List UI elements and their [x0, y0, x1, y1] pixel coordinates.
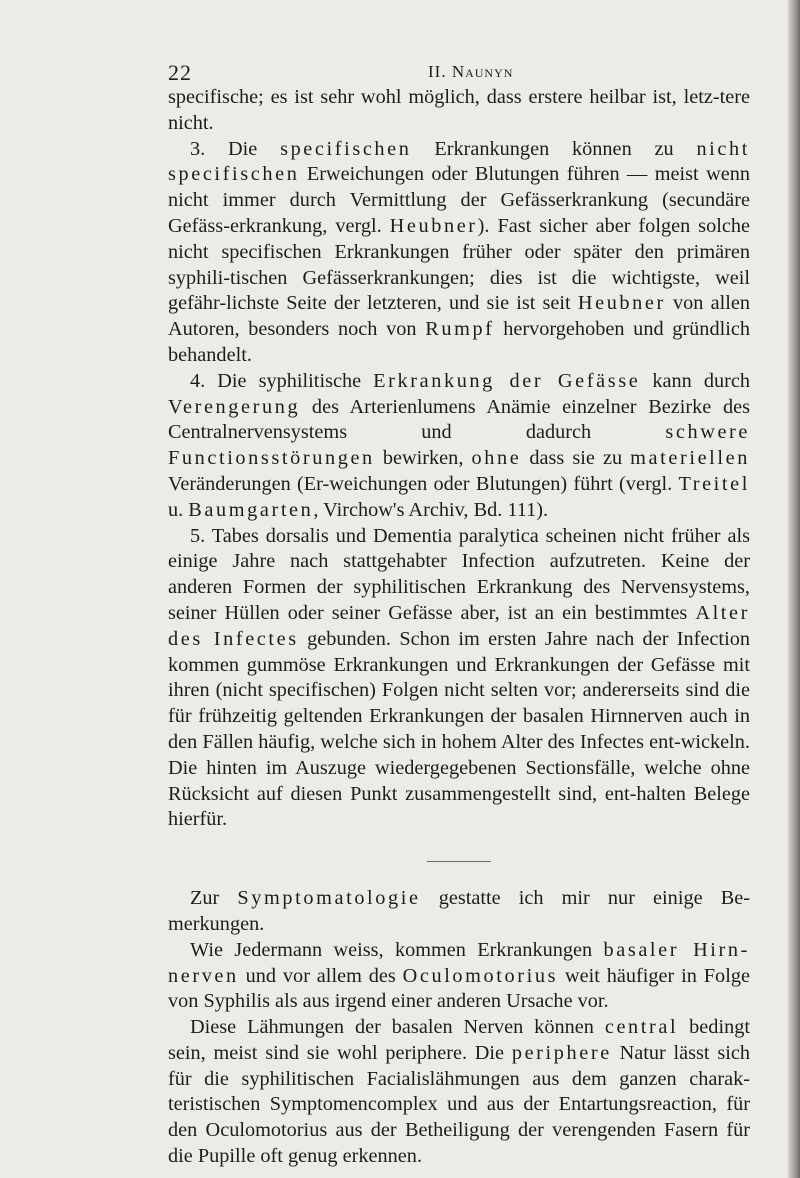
- paragraph-5: 5. Tabes dorsalis und Dementia paralytica scheinen nicht früher als einige Jahre nach stattgehabter Infection aufzutreten. Keine der anderen Formen der syphilitischen Erkrankung des Nervensystems, seiner Hüllen oder seiner Gefässe aber, ist an ein bestimmtes Alter des Infectes gebunden. Schon im ersten Jahre nach der Infection kommen gummöse Erkrankungen und Erkrankungen der Gefässe mit ihren (nicht specifischen) Folgen nicht selten vor; andererseits sind die für frühzeitig geltenden Erkrankungen der basalen Hirnnerven auch in den Fällen häufig, welche sich in hohem Alter des Infectes ent-wickeln. Die hinten im Auszuge wiedergegebenen Sectionsfälle, welche ohne Rücksicht auf diesen Punkt zusammengestellt sind, ent-halten Belege hierfür.: [168, 524, 750, 831]
- section-divider: [427, 861, 491, 862]
- page-body: [168, 85, 750, 1170]
- page-edge-shadow: [788, 0, 800, 1178]
- paragraph-symptomatology: Zur Symptomatologie gestatte ich mir nur einige Be-merkungen.: [168, 887, 750, 935]
- paragraph-basal-nerves: Wie Jedermann weiss, kommen Erkrankungen basaler Hirn-nerven und vor allem des Oculomotorius weit häufiger in Folge von Syphilis als aus irgend einer anderen Ursache vor.: [168, 938, 750, 1013]
- paragraph-paralyses: Diese Lähmungen der basalen Nerven können central bedingt sein, meist sind sie wohl periphere. Die periphere Natur lässt sich für die syphilitischen Facialislähmungen aus dem ganzen charak-teristischen Symptomencomplex und aus der Entartungsreaction, für den Oculomotorius aus der Betheiligung der verengenden Fasern für die Pupille oft genug erkennen.: [168, 1016, 751, 1168]
- running-head: II. Naunyn: [428, 62, 514, 81]
- page-number: 22: [168, 60, 192, 85]
- paragraph-4: 4. Die syphilitische Erkrankung der Gefässe kann durch Verengerung des Arterienlumens Anämie einzelner Bezirke des Centralnervensystems und dadurch schwere Functionsstörungen bewirken, ohne dass sie zu materiellen Veränderungen (Er-weichungen oder Blutungen) führt (vergl. Treitel u. Baumgarten, Virchow's Archiv, Bd. 111).: [168, 369, 750, 521]
- paragraph-continuation: specifische; es ist sehr wohl möglich, dass erstere heilbar ist, letz-tere nicht.: [168, 86, 750, 134]
- paragraph-3: 3. Die specifischen Erkrankungen können zu nicht specifischen Erweichungen oder Blutungen führen — meist wenn nicht immer durch Vermittlung der Gefässerkrankung (secundäre Gefäss-erkrankung, vergl. Heubner). Fast sicher aber folgen solche nicht specifischen Erkrankungen früher oder später den primären syphili-tischen Gefässerkrankungen; dies ist die wichtigste, weil gefähr-lichste Seite der letzteren, und sie ist seit Heubner von allen Autoren, besonders noch von Rumpf hervorgehoben und gründlich behandelt.: [168, 137, 751, 366]
